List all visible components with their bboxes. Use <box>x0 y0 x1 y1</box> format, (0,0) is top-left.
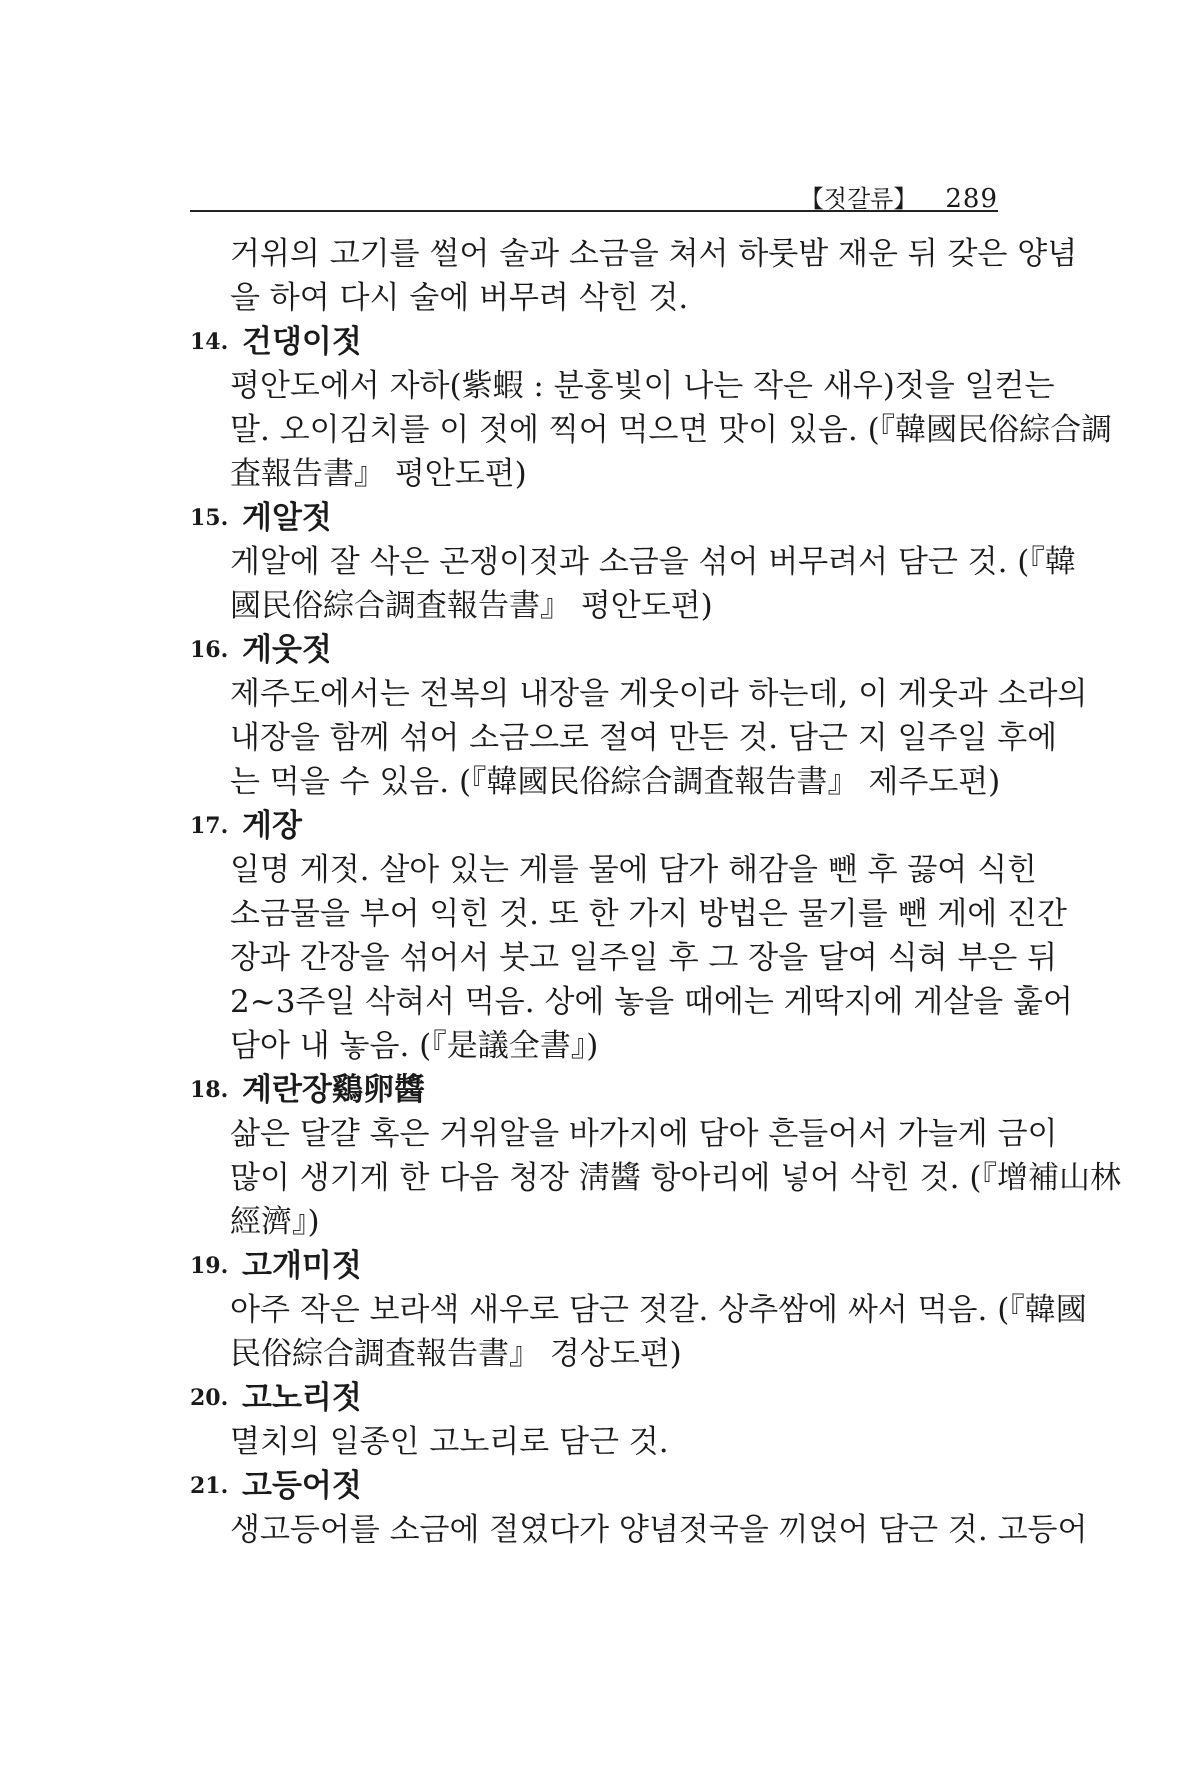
entry-18 <box>190 1068 1121 1244</box>
text-line: 제주도에서는 전복의 내장을 게웃이라 하는데, 이 게웃과 소라의 <box>230 676 1088 712</box>
entry-17 <box>190 804 1073 1068</box>
text-line: 게알에 잘 삭은 곤쟁이젓과 소금을 섞어 버무려서 담근 것. (『韓 <box>230 544 1076 580</box>
header-rule <box>190 210 998 212</box>
entry-heading <box>190 496 998 540</box>
text-line: 는 먹을 수 있음. (『韓國民俗綜合調査報告書』 제주도편) <box>230 764 1001 800</box>
text-line: 생고등어를 소금에 절였다가 양념젓국을 끼얹어 담근 것. 고등어 <box>230 1512 1088 1548</box>
text-line: 삶은 달걀 혹은 거위알을 바가지에 담아 흔들어서 가늘게 금이 <box>230 1116 1058 1152</box>
entry-title: 게알젓 <box>242 500 332 536</box>
entry-21 <box>190 1464 1088 1552</box>
entry-heading <box>190 1068 998 1112</box>
continuation-text <box>190 232 1078 320</box>
text-line: 담아 내 놓음. (『是議全書』) <box>230 1028 599 1064</box>
text-line: 2~3주일 삭혀서 먹음. 상에 놓을 때에는 게딱지에 게살을 훑어 <box>230 984 1073 1020</box>
entry-20 <box>190 1376 998 1464</box>
text-line: 소금물을 부어 익힌 것. 또 한 가지 방법은 물기를 뺀 게에 진간 <box>230 896 1067 932</box>
entry-19 <box>190 1244 1087 1376</box>
running-head <box>190 178 998 214</box>
entry-title: 고노리젓 <box>242 1380 362 1416</box>
entry-14 <box>190 320 1113 496</box>
entry-number: 19. <box>190 1253 229 1279</box>
entry-title: 고개미젓 <box>242 1248 362 1284</box>
entry-number: 15. <box>190 505 229 531</box>
text-line: 내장을 함께 섞어 소금으로 절여 만든 것. 담근 지 일주일 후에 <box>230 720 1058 756</box>
text-line: 일명 게젓. 살아 있는 게를 물에 담가 해감을 뺀 후 끓여 식힌 <box>230 852 1038 888</box>
entry-number: 14. <box>190 329 229 355</box>
page-number: 289 <box>945 184 998 214</box>
entry-15 <box>190 496 1076 628</box>
page-body <box>190 232 1121 1552</box>
text-line: 많이 생기게 한 다음 청장 淸醬 항아리에 넣어 삭힌 것. (『增補山林 <box>230 1160 1121 1196</box>
entry-title: 게장 <box>242 808 302 844</box>
entry-heading <box>190 1244 998 1288</box>
text-line: 평안도에서 자하(紫蝦 : 분홍빛이 나는 작은 새우)젓을 일컫는 <box>230 368 1055 404</box>
entry-title: 고등어젓 <box>242 1468 362 1504</box>
entry-number: 17. <box>190 813 229 839</box>
entry-number: 16. <box>190 637 229 663</box>
text-line: 장과 간장을 섞어서 붓고 일주일 후 그 장을 달여 식혀 부은 뒤 <box>230 940 1058 976</box>
entry-heading <box>190 320 998 364</box>
entry-heading <box>190 1464 998 1508</box>
entry-title: 계란장鷄卵醬 <box>242 1072 425 1108</box>
text-line: 經濟』) <box>230 1204 320 1240</box>
text-line: 멸치의 일종인 고노리로 담근 것. <box>230 1424 669 1460</box>
entry-title: 건댕이젓 <box>242 324 362 360</box>
entry-number: 20. <box>190 1385 229 1411</box>
text-line: 民俗綜合調査報告書』 경상도편) <box>230 1336 682 1372</box>
section-title: 【젓갈류】 <box>799 185 918 213</box>
entry-number: 21. <box>190 1473 229 1499</box>
entry-heading <box>190 804 998 848</box>
text-line: 國民俗綜合調査報告書』 평안도편) <box>230 588 713 624</box>
text-line: 말. 오이김치를 이 젓에 찍어 먹으면 맛이 있음. (『韓國民俗綜合調 <box>230 412 1113 448</box>
entry-title: 게웃젓 <box>242 632 332 668</box>
text-line: 아주 작은 보라색 새우로 담근 젓갈. 상추쌈에 싸서 먹음. (『韓國 <box>230 1292 1087 1328</box>
entry-heading <box>190 1376 998 1420</box>
text-line: 査報告書』 평안도편) <box>230 456 527 492</box>
text-line: 거위의 고기를 썰어 술과 소금을 쳐서 하룻밤 재운 뒤 갖은 양념 <box>230 236 1078 272</box>
entry-16 <box>190 628 1088 804</box>
text-line: 을 하여 다시 술에 버무려 삭힌 것. <box>230 280 689 316</box>
entry-number: 18. <box>190 1077 229 1103</box>
entry-heading <box>190 628 998 672</box>
